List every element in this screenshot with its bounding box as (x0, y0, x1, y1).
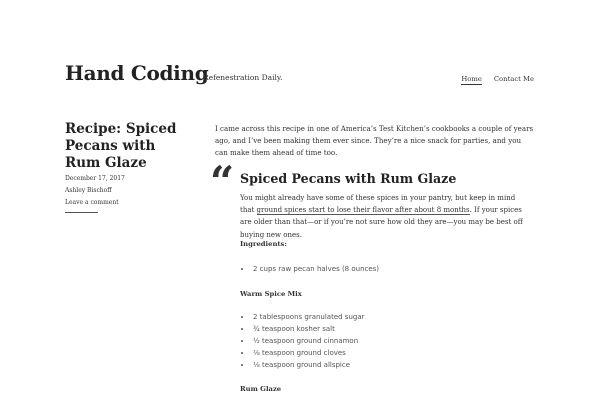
site-title[interactable]: Hand Coding (65, 61, 209, 85)
list-item: • 2 cups raw pecan halves (8 ounces) (252, 263, 379, 275)
meta-divider (65, 212, 98, 213)
post-date[interactable]: December 17, 2017 (65, 175, 125, 182)
ingredients-list (240, 263, 379, 275)
main-nav (461, 75, 534, 85)
ingredients-label: Ingredients: (240, 240, 287, 248)
nav-home-link[interactable]: Home (461, 75, 482, 83)
spice-flavor-link[interactable]: ground spices start to lose their flavor after about 8 months (256, 206, 470, 215)
site-tagline: Refenestration Daily. (203, 73, 283, 82)
post-author[interactable]: Ashley Bischoff (65, 187, 112, 194)
recipe-heading: Spiced Pecans with Rum Glaze (240, 171, 457, 186)
list-item: • ¾ teaspoon kosher salt (252, 323, 365, 335)
list-item: • ⅛ teaspoon ground cloves (252, 347, 365, 359)
list-item: • 2 tablespoons granulated sugar (252, 311, 365, 323)
rum-glaze-label: Rum Glaze (240, 385, 282, 393)
spice-list (240, 311, 365, 371)
nav-contact-link[interactable]: Contact Me (493, 75, 534, 83)
spice-note-text-end: . If your spices are older than that—or if you’re not sure how old they are—you may be best off buying new ones. (240, 206, 523, 239)
leave-comment-link[interactable]: Leave a comment (65, 199, 119, 206)
quote-mark-icon: “ (210, 157, 235, 206)
spice-note-paragraph (240, 192, 530, 241)
list-item: • ½ teaspoon ground cinnamon (252, 335, 365, 347)
list-item: • ⅛ teaspoon ground allspice (252, 359, 365, 371)
post-intro: I came across this recipe in one of America’s Test Kitchen’s cookbooks a couple of years ago, and I’ve been making them ever since. They’re a nice snack for parties, and you can make them ahead of time too. (215, 124, 534, 158)
spice-mix-label: Warm Spice Mix (240, 290, 302, 298)
post-title[interactable]: Recipe: Spiced Pecans with Rum Glaze (65, 121, 177, 171)
spice-note-text: You might already have some of these spices in your pantry, but keep in mind that (240, 194, 516, 215)
